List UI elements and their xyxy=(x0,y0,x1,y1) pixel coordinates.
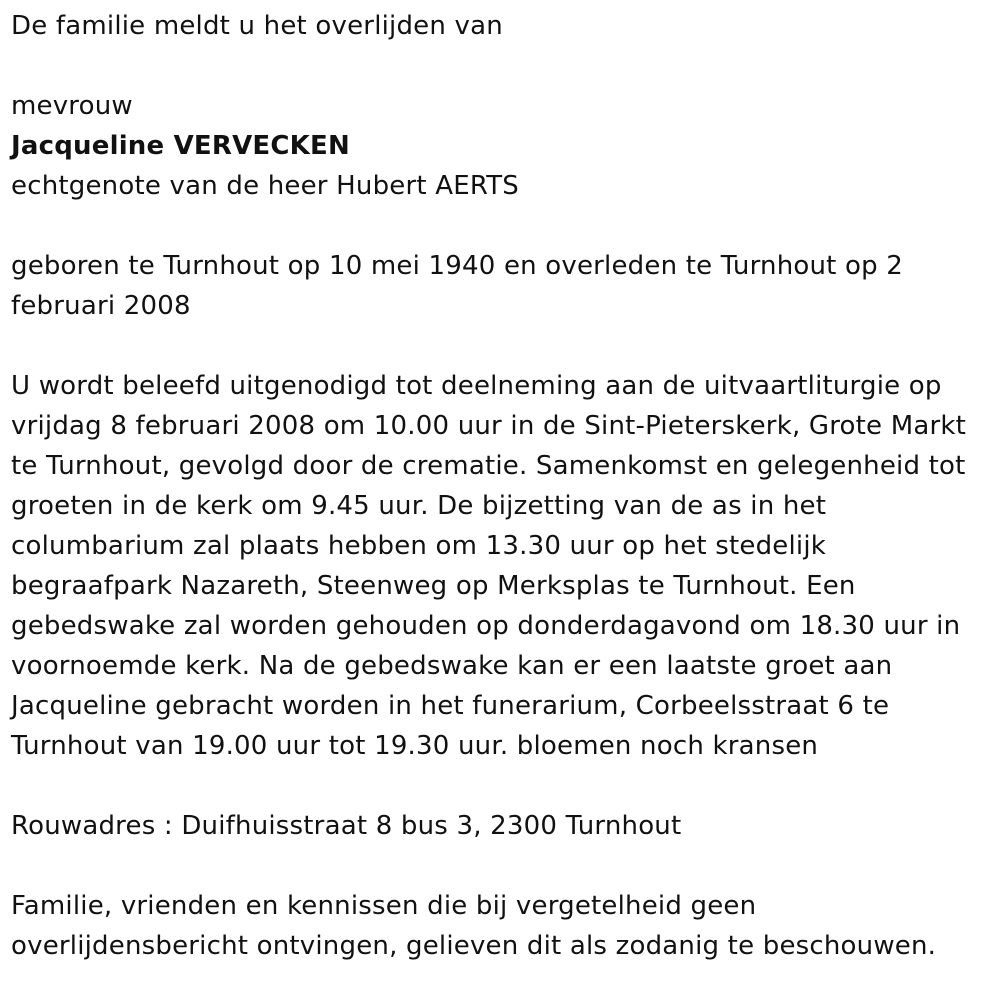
text-line: overlijdensbericht ontvingen, gelieven dit als zodanig te beschouwen. xyxy=(11,931,937,961)
death-notice xyxy=(11,6,991,966)
text-line: vrijdag 8 februari 2008 om 10.00 uur in de Sint-Pieterskerk, Grote Markt xyxy=(11,411,967,441)
spacer xyxy=(11,846,991,886)
ceremony-paragraph xyxy=(11,366,991,766)
text-line: Turnhout van 19.00 uur tot 19.30 uur. bloemen noch kransen xyxy=(11,731,819,761)
text-line: februari 2008 xyxy=(11,291,191,321)
mourning-address: Rouwadres : Duifhuisstraat 8 bus 3, 2300 Turnhout xyxy=(11,811,682,841)
text-line: columbarium zal plaats hebben om 13.30 uur op het stedelijk xyxy=(11,531,827,561)
text-line: begraafpark Nazareth, Steenweg op Merksplas te Turnhout. Een xyxy=(11,571,856,601)
text-line: te Turnhout, gevolgd door de crematie. Samenkomst en gelegenheid tot xyxy=(11,451,966,481)
birth-death-paragraph xyxy=(11,246,991,326)
spacer xyxy=(11,206,991,246)
spacer xyxy=(11,46,991,86)
text-line: geboren te Turnhout op 10 mei 1940 en overleden te Turnhout op 2 xyxy=(11,251,904,281)
text-line: U wordt beleefd uitgenodigd tot deelneming aan de uitvaartliturgie op xyxy=(11,371,942,401)
text-line: Familie, vrienden en kennissen die bij vergetelheid geen xyxy=(11,891,757,921)
closing-paragraph xyxy=(11,886,991,966)
spacer xyxy=(11,766,991,806)
text-line: gebedswake zal worden gehouden op donderdagavond om 18.30 uur in xyxy=(11,611,961,641)
intro-text: De familie meldt u het overlijden van xyxy=(11,11,503,41)
spacer xyxy=(11,326,991,366)
text-line: Jacqueline gebracht worden in het funerarium, Corbeelsstraat 6 te xyxy=(11,691,890,721)
deceased-name: Jacqueline VERVECKEN xyxy=(11,131,350,161)
honorific: mevrouw xyxy=(11,91,133,121)
spouse-line: echtgenote van de heer Hubert AERTS xyxy=(11,171,520,201)
text-line: voornoemde kerk. Na de gebedswake kan er een laatste groet aan xyxy=(11,651,893,681)
text-line: groeten in de kerk om 9.45 uur. De bijzetting van de as in het xyxy=(11,491,827,521)
